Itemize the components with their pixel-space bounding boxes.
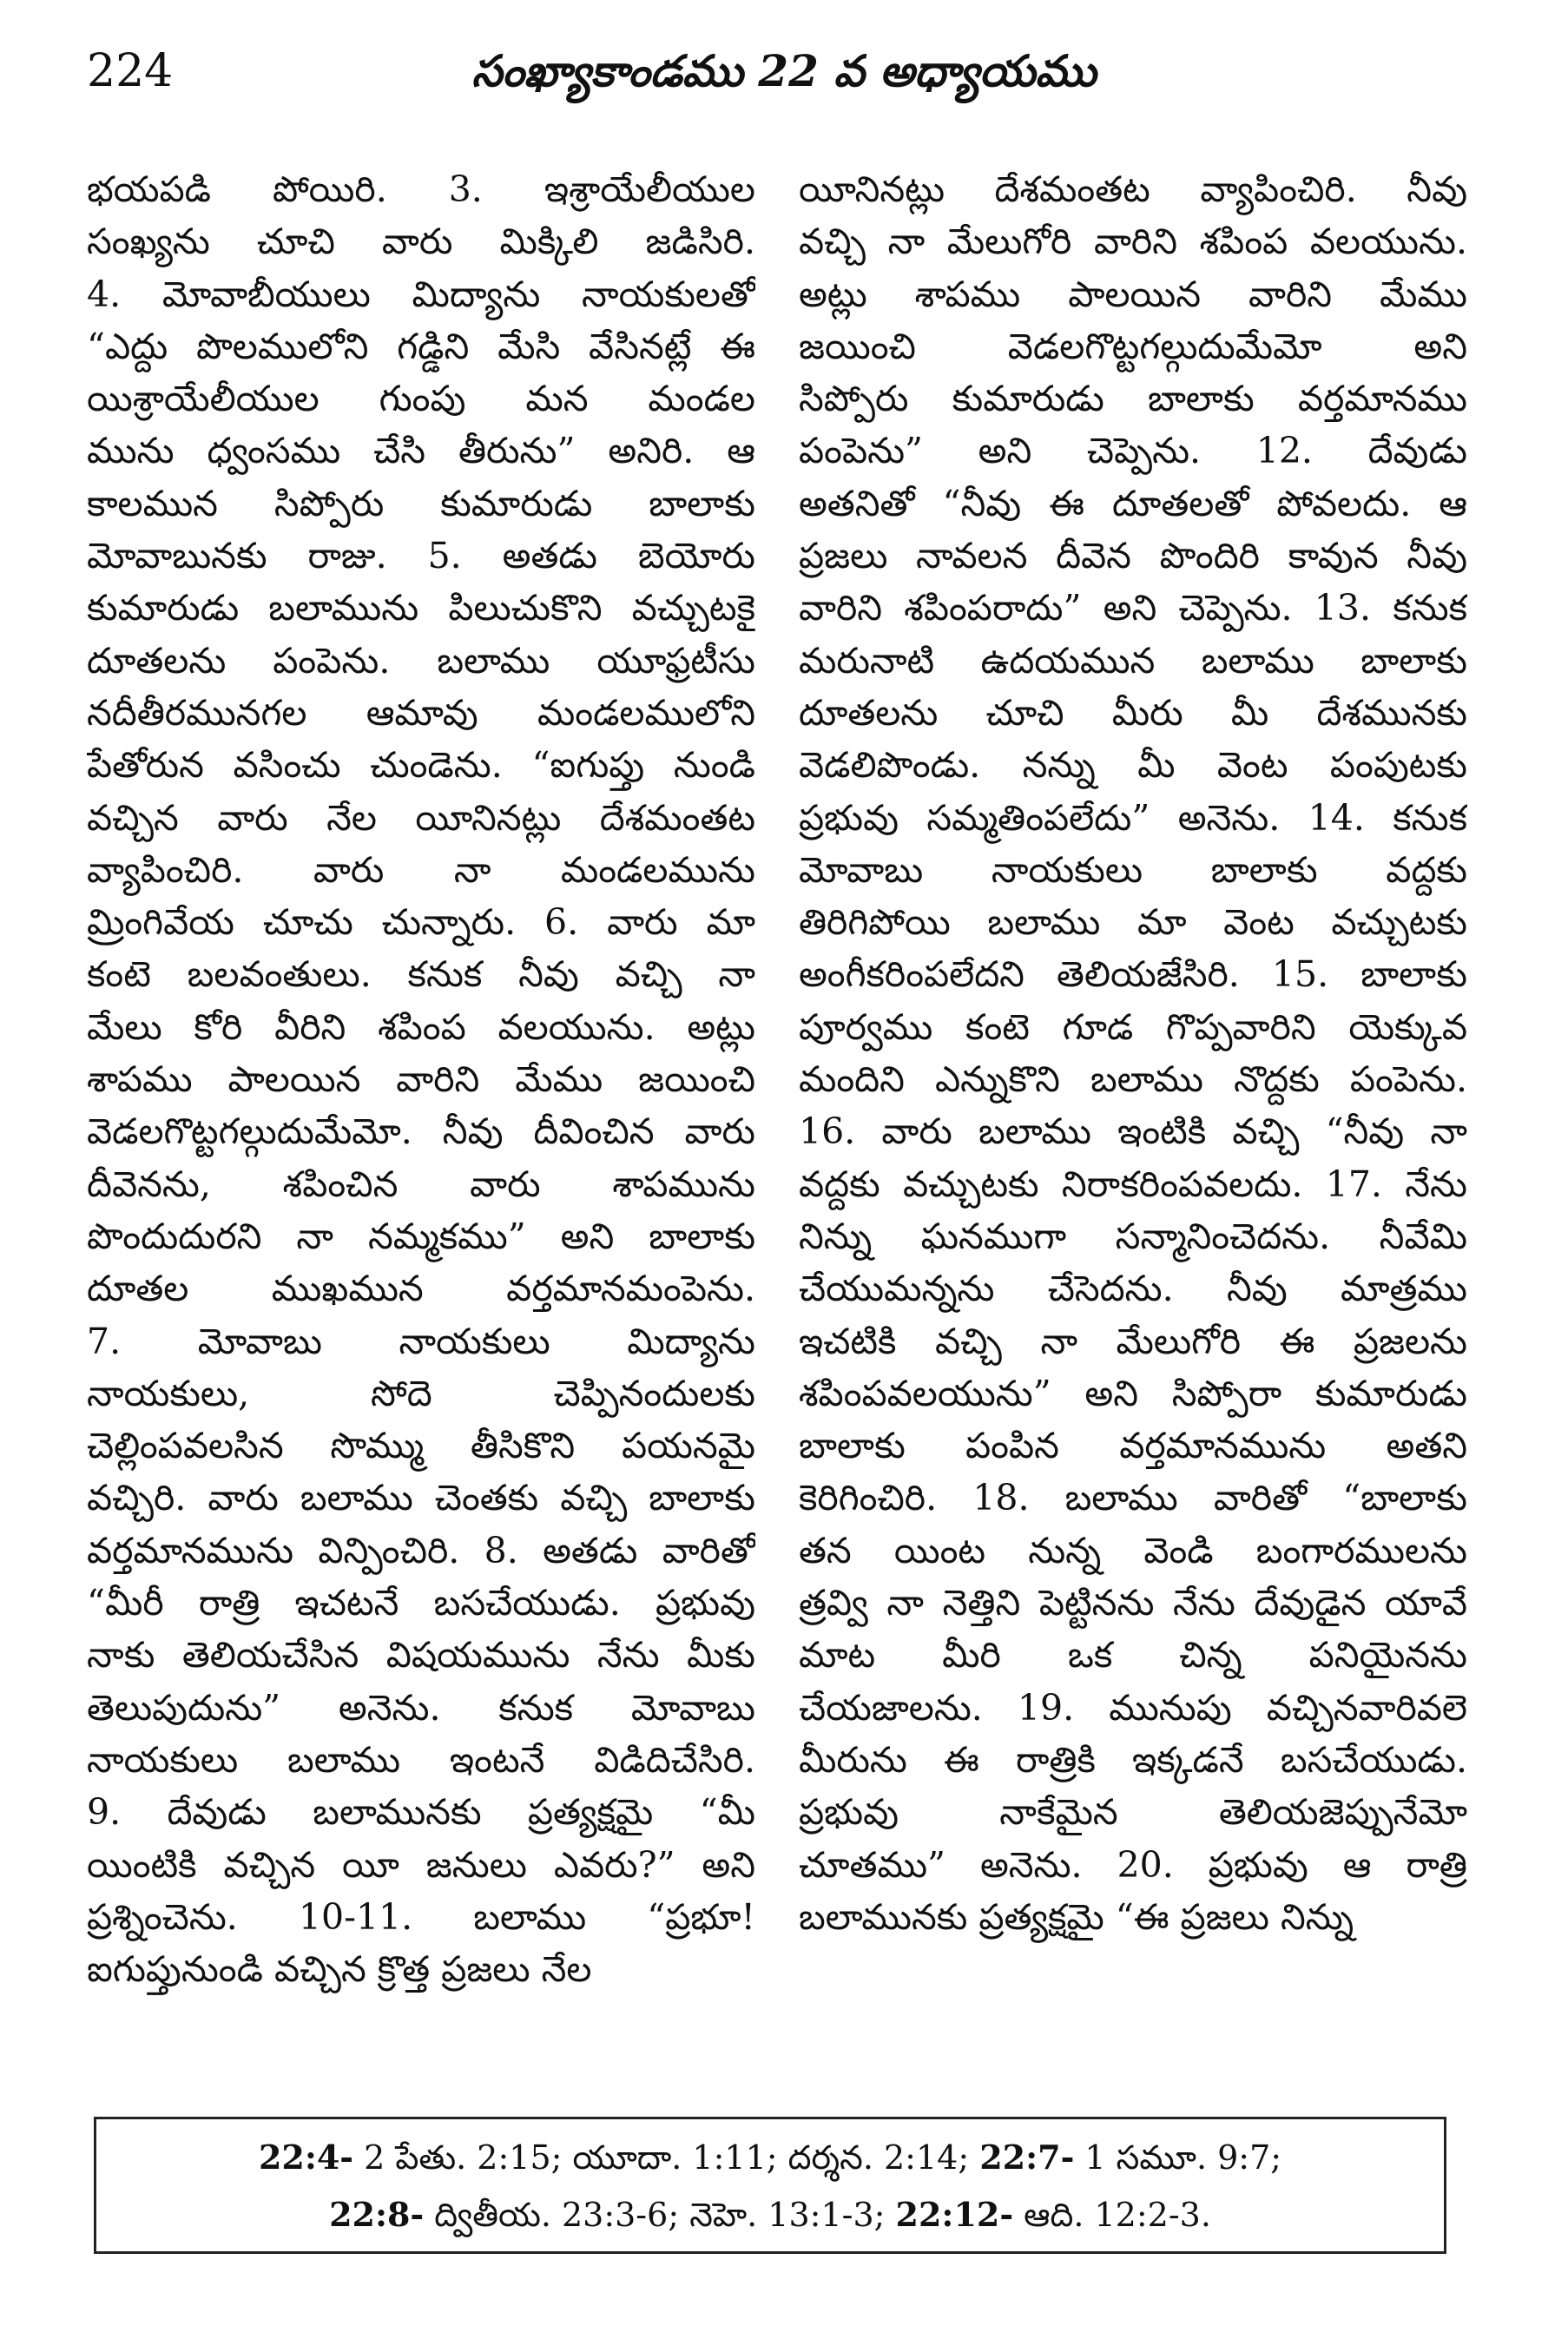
text-line: బాలాకు పంపిన వర్తమానమును అతని <box>799 1425 1467 1467</box>
reference-verse: 22:4- <box>258 2138 354 2177</box>
right-text-column <box>799 163 1467 2108</box>
text-line: ప్రశ్నించెను. 10-11. బలాము “ప్రభూ! <box>87 1895 755 1938</box>
text-line: శాపము పాలయిన వారిని మేము జయించి <box>87 1058 755 1101</box>
text-line: నిన్ను ఘనముగా సన్మానించెదను. నీవేమి <box>799 1215 1467 1257</box>
text-line: బలామునకు ప్రత్యక్షమై “ఈ ప్రజలు నిన్ను <box>799 1895 1354 1938</box>
page-header <box>0 0 1568 130</box>
text-line: పూర్వము కంటె గూడ గొప్పవారిని యెక్కువ <box>799 1005 1467 1048</box>
text-line: మీరును ఈ రాత్రికి ఇక్కడనే బసచేయుడు. <box>799 1738 1467 1781</box>
reference-text: 1 సమూ. 9:7; <box>1074 2138 1282 2177</box>
reference-verse: 22:8- <box>329 2195 425 2234</box>
text-line: “ఎద్దు పొలములోని గడ్డిని మేసి వేసినట్లే ఈ <box>87 325 755 367</box>
text-line: వ్యాపించిరి. వారు నా మండలమును <box>87 848 755 891</box>
text-line: ఐగుప్తునుండి వచ్చిన క్రొత్త ప్రజలు నేల <box>87 1948 592 1991</box>
text-line: తన యింట నున్న వెండి బంగారములను <box>799 1529 1467 1571</box>
reference-line <box>96 2192 1444 2237</box>
text-line: మాట మీరి ఒక చిన్న పనియైనను <box>799 1634 1467 1677</box>
text-line: జయించి వెడలగొట్టగల్గుదుమేమో అని <box>799 325 1467 367</box>
text-line: సంఖ్యను చూచి వారు మిక్కిలి జడిసిరి. <box>87 221 755 263</box>
reference-text: 2 పేతు. 2:15; యూదా. 1:11; దర్శన. 2:14; <box>353 2138 980 2177</box>
text-line: 4. మోవాబీయులు మిద్యాను నాయకులతో <box>87 273 755 315</box>
text-line: నదీతీరమునగల ఆమావు మండలములోని <box>87 691 755 734</box>
text-line: 9. దేవుడు బలామునకు ప్రత్యక్షమై “మీ <box>87 1791 755 1834</box>
text-line: వెడలిపొండు. నన్ను మీ వెంట పంపుటకు <box>799 744 1467 787</box>
reference-text: ఆది. 12:2-3. <box>1013 2196 1211 2234</box>
text-line: “మీరీ రాత్రి ఇచటనే బసచేయుడు. ప్రభువు <box>87 1582 755 1624</box>
text-line: అతనితో “నీవు ఈ దూతలతో పోవలదు. ఆ <box>799 482 1467 524</box>
text-line: చేయజాలను. 19. మునుపు వచ్చినవారివలె <box>799 1686 1467 1729</box>
text-line: పంపెను” అని చెప్పెను. 12. దేవుడు <box>799 430 1467 472</box>
text-line: మేలు కోరి వీరిని శపింప వలయును. అట్లు <box>87 1005 755 1048</box>
text-line: దూతల ముఖమున వర్తమానమంపెను. <box>87 1268 755 1310</box>
text-line: దీవెనను, శపించిన వారు శాపమును <box>87 1163 755 1205</box>
text-line: వెడలగొట్టగల్గుదుమేమో. నీవు దీవించిన వారు <box>87 1110 755 1153</box>
text-line: వచ్చిన వారు నేల యీనినట్లు దేశమంతట <box>87 796 755 839</box>
text-line: యిశ్రాయేలీయుల గుంపు మన మండల <box>87 378 755 420</box>
left-text-column <box>87 163 755 2108</box>
text-line: నాకు తెలియచేసిన విషయమును నేను మీకు <box>87 1634 755 1677</box>
text-line: శపింపవలయును” అని సిప్పోరా కుమారుడు <box>799 1372 1467 1414</box>
text-line: ఇచటికి వచ్చి నా మేలుగోరి ఈ ప్రజలను <box>799 1320 1467 1362</box>
text-line: అంగీకరింపలేదని తెలియజేసిరి. 15. బాలాకు <box>799 953 1467 996</box>
text-line: తెలుపుదును” అనెను. కనుక మోవాబు <box>87 1686 755 1729</box>
text-line: మును ధ్వంసము చేసి తీరును” అనిరి. ఆ <box>87 430 755 472</box>
text-line: పేతోరున వసించు చుండెను. “ఐగుప్తు నుండి <box>87 744 755 787</box>
text-line: 7. మోవాబు నాయకులు మిద్యాను <box>87 1320 755 1362</box>
text-line: వద్దకు వచ్చుటకు నిరాకరింపవలదు. 17. నేను <box>799 1163 1467 1205</box>
text-line: 16. వారు బలాము ఇంటికి వచ్చి “నీవు నా <box>799 1110 1467 1153</box>
text-line: భయపడి పోయిరి. 3. ఇశ్రాయేలీయుల <box>87 168 755 210</box>
text-line: ప్రభువు నాకేమైన తెలియజెప్పునేమో <box>799 1791 1467 1834</box>
text-line: తిరిగిపోయి బలాము మా వెంట వచ్చుటకు <box>799 901 1467 944</box>
text-line: కాలమున సిప్పోరు కుమారుడు బాలాకు <box>87 482 755 524</box>
running-title: సంఖ్యాకాండము 22 వ అధ్యాయము <box>471 45 1097 96</box>
text-line: కుమారుడు బలామును పిలుచుకొని వచ్చుటకై <box>87 587 755 629</box>
text-line: దూతలను పంపెను. బలాము యూఫ్రటీసు <box>87 639 755 682</box>
reference-verse: 22:12- <box>895 2195 1014 2234</box>
text-line: వచ్చి నా మేలుగోరి వారిని శపింప వలయును. <box>799 221 1467 263</box>
text-line: మోవాబునకు రాజు. 5. అతడు బెయోరు <box>87 535 755 577</box>
text-line: దూతలను చూచి మీరు మీ దేశమునకు <box>799 691 1467 734</box>
text-line: చూతము” అనెను. 20. ప్రభువు ఆ రాత్రి <box>799 1843 1467 1886</box>
reference-text: ద్వితీయ. 23:3-6; నెహె. 13:1-3; <box>424 2196 896 2234</box>
text-line: మ్రింగివేయ చూచు చున్నారు. 6. వారు మా <box>87 901 755 944</box>
text-line: కెరిగించిరి. 18. బలాము వారితో “బాలాకు <box>799 1477 1467 1519</box>
text-line: చెల్లింపవలసిన సొమ్ము తీసికొని పయనమై <box>87 1425 755 1467</box>
text-line: వర్తమానమును విన్పించిరి. 8. అతడు వారితో <box>87 1529 755 1571</box>
text-line: యీనినట్లు దేశమంతట వ్యాపించిరి. నీవు <box>799 168 1467 210</box>
text-line: కంటె బలవంతులు. కనుక నీవు వచ్చి నా <box>87 953 755 996</box>
text-line: నాయకులు బలాము ఇంటనే విడిదిచేసిరి. <box>87 1738 755 1781</box>
text-line: త్రవ్వి నా నెత్తిని పెట్టినను నేను దేవుడైన యావే <box>799 1582 1467 1624</box>
text-line: అట్లు శాపము పాలయిన వారిని మేము <box>799 273 1467 315</box>
text-line: ప్రభువు సమ్మతింపలేదు” అనెను. 14. కనుక <box>799 796 1467 839</box>
text-line: యింటికి వచ్చిన యీ జనులు ఎవరు?” అని <box>87 1843 755 1886</box>
page-number: 224 <box>87 45 174 97</box>
reference-line <box>96 2135 1444 2180</box>
text-line: సిప్పోరు కుమారుడు బాలాకు వర్తమానము <box>799 378 1467 420</box>
text-line: వచ్చిరి. వారు బలాము చెంతకు వచ్చి బాలాకు <box>87 1477 755 1519</box>
text-line: మరునాటి ఉదయమున బలాము బాలాకు <box>799 639 1467 682</box>
text-line: పొందుదురని నా నమ్మకము” అని బాలాకు <box>87 1215 755 1257</box>
reference-verse: 22:7- <box>979 2138 1075 2177</box>
text-line: ప్రజలు నావలన దీవెన పొందిరి కావున నీవు <box>799 535 1467 577</box>
text-line: చేయుమన్నను చేసెదను. నీవు మాత్రము <box>799 1268 1467 1310</box>
text-line: మందిని ఎన్నుకొని బలాము నొద్దకు పంపెను. <box>799 1058 1467 1101</box>
text-line: నాయకులు, సోదె చెప్పినందులకు <box>87 1372 755 1414</box>
cross-reference-box <box>94 2117 1446 2254</box>
text-line: మోవాబు నాయకులు బాలాకు వద్దకు <box>799 848 1467 891</box>
text-line: వారిని శపింపరాదు” అని చెప్పెను. 13. కనుక <box>799 587 1467 629</box>
